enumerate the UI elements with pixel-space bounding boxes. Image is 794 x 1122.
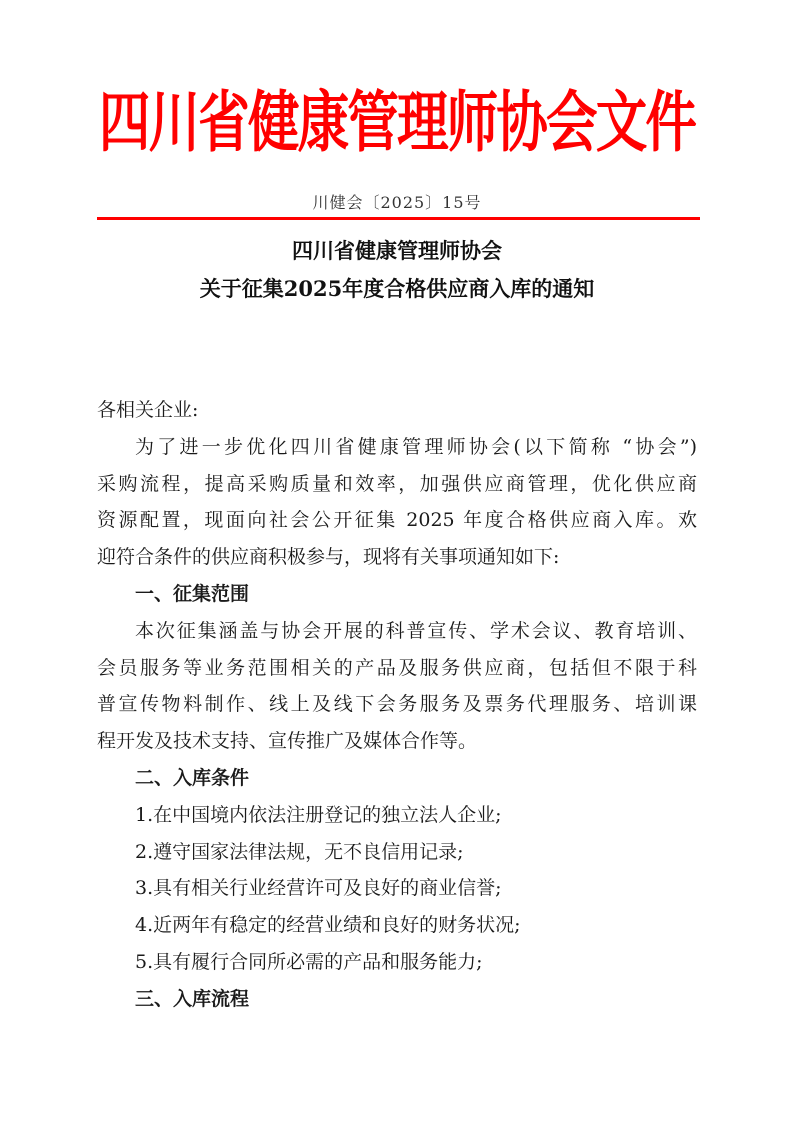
condition-item: 2.遵守国家法律法规，无不良信用记录; <box>135 840 464 863</box>
condition-item: 4.近两年有稳定的经营业绩和良好的财务状况; <box>135 914 521 937</box>
red-divider <box>97 217 700 220</box>
intro-paragraph <box>97 429 697 576</box>
conditions-list <box>97 797 697 981</box>
condition-item: 5.具有履行合同所必需的产品和服务能力; <box>135 950 483 973</box>
section-heading-process: 三、入库流程 <box>135 987 250 1010</box>
document-number: 川健会〔2025〕15号 <box>312 193 482 212</box>
notice-title <box>0 232 794 308</box>
notice-title-line-1: 四川省健康管理师协会 <box>292 238 502 263</box>
salutation: 各相关企业: <box>97 399 199 421</box>
intro-line-3: 资源配置，现面向社会公开征集 2025 年度合格供应商入库。欢 <box>97 509 697 532</box>
notice-title-line-2: 关于征集2025年度合格供应商入库的通知 <box>199 276 595 301</box>
document-body <box>97 392 697 1018</box>
intro-line-2: 采购流程，提高采购质量和效率，加强供应商管理，优化供应商 <box>97 472 697 495</box>
intro-line-4: 迎符合条件的供应商积极参与，现将有关事项通知如下: <box>97 546 560 569</box>
scope-line-2: 会员服务等业务范围相关的产品及服务供应商，包括但不限于科 <box>97 656 697 679</box>
masthead-title: 四川省健康管理师协会文件 <box>98 84 696 162</box>
condition-item: 1.在中国境内依法注册登记的独立法人企业; <box>135 803 502 826</box>
masthead <box>0 84 794 162</box>
section-heading-conditions: 二、入库条件 <box>135 766 250 789</box>
intro-line-1: 为了进一步优化四川省健康管理师协会(以下简称 “协会”) <box>135 435 697 458</box>
scope-line-4: 程开发及技术支持、宣传推广及媒体合作等。 <box>97 730 478 753</box>
scope-line-3: 普宣传物料制作、线上及线下会务服务及票务代理服务、培训课 <box>97 693 697 716</box>
scope-paragraph <box>97 613 697 760</box>
section-heading-scope: 一、征集范围 <box>135 582 250 605</box>
condition-item: 3.具有相关行业经营许可及良好的商业信誉; <box>135 877 502 900</box>
scope-line-1: 本次征集涵盖与协会开展的科普宣传、学术会议、教育培训、 <box>135 619 697 642</box>
